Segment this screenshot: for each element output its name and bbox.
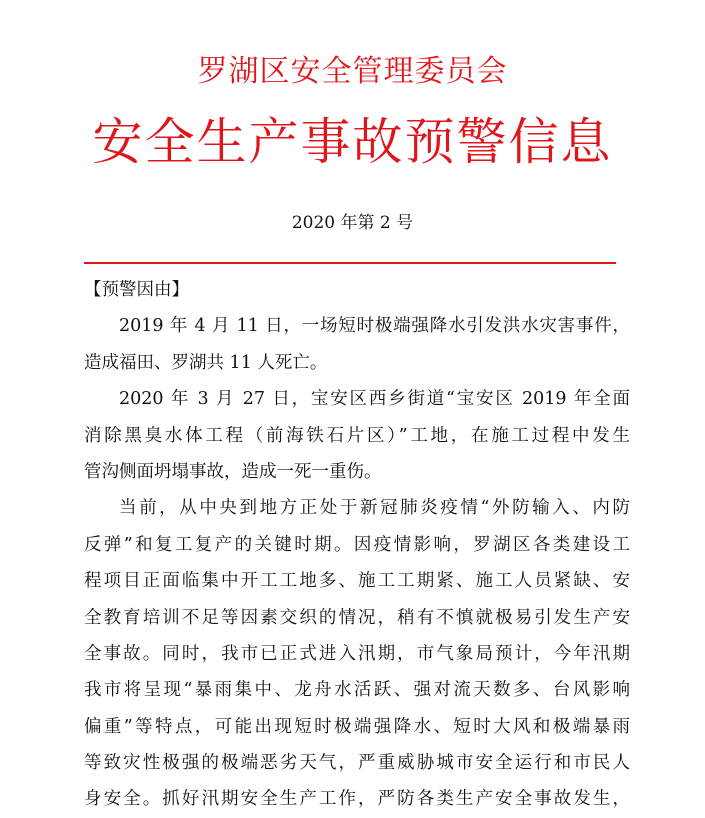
section-heading: 【预警因由】 bbox=[84, 280, 189, 300]
body-line: 全教育培训不足等因素交织的情况，稍有不慎就极易引发生产安 bbox=[84, 607, 630, 628]
body-line: 当前，从中央到地方正处于新冠肺炎疫情“外防输入、内防 bbox=[119, 498, 630, 519]
red-header-divider bbox=[84, 262, 616, 264]
body-line: 身安全。抓好汛期安全生产工作，严防各类生产安全事故发生， bbox=[84, 789, 630, 810]
body-line: 造成福田、罗湖共 11 人死亡。 bbox=[84, 352, 328, 373]
document-body bbox=[84, 272, 630, 818]
body-line: 等致灾性极强的极端恶劣天气，严重威胁城市安全运行和市民人 bbox=[84, 753, 630, 774]
body-line: 管沟侧面坍塌事故，造成一死一重伤。 bbox=[84, 461, 382, 482]
issue-number: 2020 年第 2 号 bbox=[291, 213, 414, 233]
body-line: 程项目正面临集中开工工地多、施工工期紧、施工人员紧缺、安 bbox=[84, 571, 630, 592]
body-line: 2019 年 4 月 11 日，一场短时极端强降水引发洪水灾害事件， bbox=[119, 316, 630, 337]
body-line: 偏重”等特点，可能出现短时极端强降水、短时大风和极端暴雨 bbox=[84, 716, 630, 737]
body-line: 我市将呈现“暴雨集中、龙舟水活跃、强对流天数多、台风影响 bbox=[84, 680, 630, 701]
body-line: 反弹”和复工复产的关键时期。因疫情影响，罗湖区各类建设工 bbox=[84, 534, 630, 555]
issuing-organization-title: 罗湖区安全管理委员会 bbox=[197, 54, 508, 89]
document-main-title: 安全生产事故预警信息 bbox=[92, 113, 613, 171]
body-line: 全事故。同时，我市已正式进入汛期，市气象局预计，今年汛期 bbox=[84, 643, 630, 664]
body-line: 消除黑臭水体工程（前海铁石片区）”工地，在施工过程中发生 bbox=[84, 425, 630, 446]
body-line: 2020 年 3 月 27 日，宝安区西乡街道“宝安区 2019 年全面 bbox=[119, 389, 630, 410]
